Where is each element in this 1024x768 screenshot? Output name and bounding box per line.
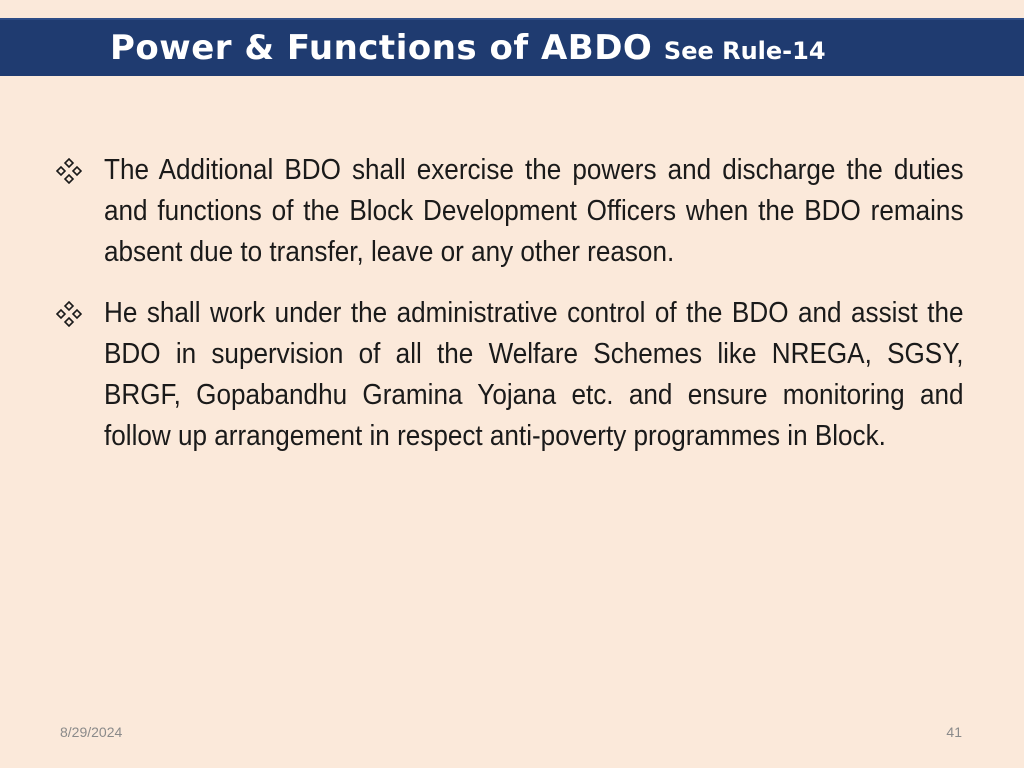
footer-date: 8/29/2024 xyxy=(60,724,123,740)
bullet-item xyxy=(56,150,964,273)
bullet-text: The Additional BDO shall exercise the powers and discharge the duties and functions of the Block Development Officers when the BDO remains absent due to transfer, leave or any other reason. xyxy=(104,154,964,268)
bullet-item xyxy=(56,293,964,457)
four-diamond-bullet-icon xyxy=(56,158,82,184)
four-diamond-bullet-icon xyxy=(56,301,82,327)
footer-page-number: 41 xyxy=(946,724,962,740)
slide-title-main: Power & Functions of ABDO xyxy=(110,28,653,68)
title-bar xyxy=(0,18,1024,76)
slide-content xyxy=(56,150,964,477)
bullet-text: He shall work under the administrative control of the BDO and assist the BDO in supervision of all the Welfare Schemes like NREGA, SGSY, BRGF, Gopabandhu Gramina Yojana etc. and ensure monitoring and follow up arrangement in respect anti-poverty programmes in Block. xyxy=(104,297,964,452)
slide-title-sub: See Rule-14 xyxy=(663,37,826,65)
slide-title xyxy=(110,28,826,68)
